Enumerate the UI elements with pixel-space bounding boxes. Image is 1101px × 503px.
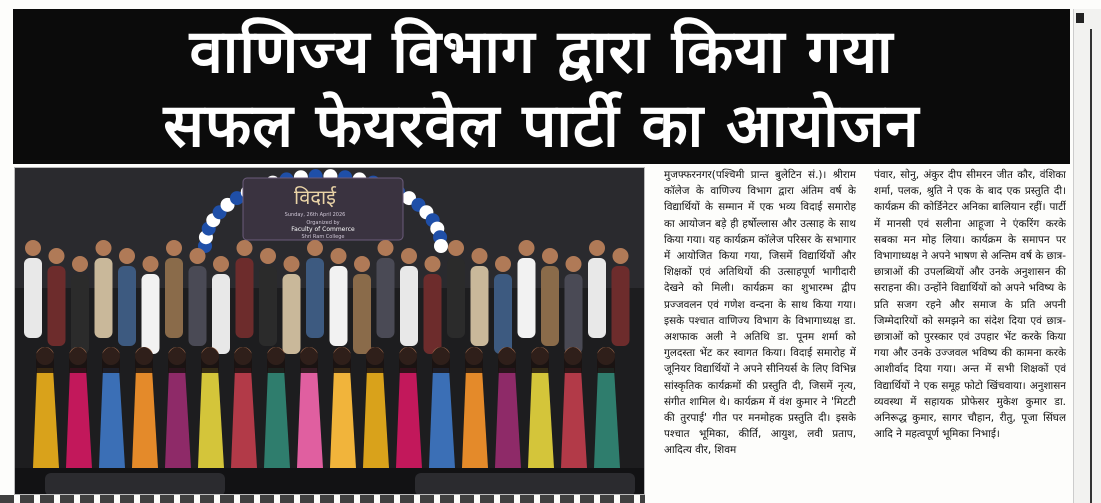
student-head xyxy=(307,240,323,256)
student-hair xyxy=(300,347,318,373)
banner-title: विदाई xyxy=(294,185,336,209)
student-head xyxy=(284,256,300,272)
student-head xyxy=(613,248,629,264)
student-standing xyxy=(71,274,89,354)
headline-line-1: वाणिज्य विभाग द्वारा किया गया xyxy=(189,17,894,87)
student-hair xyxy=(366,347,384,373)
edge-rule xyxy=(1090,29,1092,503)
seat-row-left xyxy=(45,473,225,495)
student-standing xyxy=(212,274,230,354)
article-column-2: पंवार, सोनु, अंकुर दीप सीमरन जीत कौर, वंशिका शर्मा, पलक, श्रुति ने एक के बाद एक प्रस्तुति दी। कार्यक्रम की कोर्डिनेटर अनिका बालियान रहीं। पार्टी में मानसी एवं सलीना आहूजा ने एंकरिंग करके सबका मन मोह लिया। कार्यक्रम के समापन पर विभागाध्यक्ष ने अपने भाषण से अन्तिम वर्ष के छात्र-छात्राओं की उपलब्धियों और उनके अनुशासन की सराहना की। उन्होंने विद्यार्थियों को अपने भविष्य के प्रति सजग रहने और समाज के प्रति अपनी जिम्मेदारियों को समझने का संदेश दिया एवं छात्र-छात्राओं को पुरस्कार एवं उपहार भेंट करके किया गया और उनके उज्जवल भविष्य की कामना करके आशीर्वाद दिया गया। अन्त में सभी शिक्षकों एवं विद्यार्थियों ने एक समूह फोटो खिंचवाया। अनुशासन व्यवस्था में सहायक प्रोफेसर मुकेश कुमार डा. अनिरूद्ध कुमार, सागर चौहान, रीतु, पूजा सिंघल आदि ने महत्वपूर्ण भूमिका निभाई। xyxy=(874,169,1066,441)
student-standing xyxy=(306,258,324,338)
student-standing xyxy=(24,258,42,338)
edge-mark xyxy=(1076,13,1084,23)
banner-college: Shri Ram College xyxy=(301,234,345,240)
student-head xyxy=(354,256,370,272)
student-standing xyxy=(565,274,583,354)
banner-organized-by: Organized by xyxy=(306,220,340,226)
student-standing xyxy=(283,274,301,354)
student-standing xyxy=(118,266,136,346)
group-photo xyxy=(14,167,645,495)
student-hair xyxy=(102,347,120,373)
banner-org-name: Faculty of Commerce xyxy=(291,226,355,233)
student-hair xyxy=(564,347,582,373)
student-head xyxy=(448,240,464,256)
student-head xyxy=(96,240,112,256)
headline-box xyxy=(13,9,1070,164)
student-head xyxy=(589,240,605,256)
student-standing xyxy=(95,258,113,338)
student-head xyxy=(519,240,535,256)
student-standing xyxy=(612,266,630,346)
student-hair xyxy=(168,347,186,373)
student-head xyxy=(425,256,441,272)
student-hair xyxy=(399,347,417,373)
student-standing xyxy=(471,266,489,346)
adjacent-page-edge xyxy=(1073,9,1101,503)
next-article-cutoff xyxy=(0,495,645,503)
student-head xyxy=(401,248,417,264)
student-hair xyxy=(234,347,252,373)
banner-date: Sunday, 26th April 2026 xyxy=(284,212,346,218)
student-hair xyxy=(465,347,483,373)
student-head xyxy=(213,256,229,272)
student-head xyxy=(190,248,206,264)
student-hair xyxy=(135,347,153,373)
student-head xyxy=(331,248,347,264)
student-standing xyxy=(48,266,66,346)
student-head xyxy=(49,248,65,264)
student-head xyxy=(119,248,135,264)
student-standing xyxy=(518,258,536,338)
student-head xyxy=(237,240,253,256)
article-column-1: मुजफ्फरनगर(पश्चिमी प्रान्त बुलेटिन सं.)। श्रीराम कॉलेज के वाणिज्य विभाग द्वारा अंतिम वर्ष के विद्यार्थियों के सम्मान में एक भव्य विदाई समारोह का आयोजन बड़े ही हर्षोल्लास और उत्साह के साथ किया गया। यह कार्यक्रम कॉलेज परिसर के सभागार में आयोजित किया गया, जिसमें विद्यार्थियों और शिक्षकों एवं अतिथियों की उत्साहपूर्ण भागीदारी देखने को मिली। कार्यक्रम का शुभारम्भ द्वीप प्रज्जवलन एवं गणेश वन्दना के साथ किया गया। इसके पश्चात वाणिज्य विभाग के विभागाध्यक्ष डा. अशफाक अली ने अतिथि डा. पूनम शर्मा को गुलदस्ता भेंट कर स्वागत किया। विदाई समारोह में जूनियर विद्यार्थियों ने अपने सीनियर्स के लिए विभिन्न सांस्कृतिक कार्यक्रमों की प्रस्तुति दी, जिसमें नृत्य, संगीत शामिल थे। कार्यक्रम में वंश कुमार ने 'मिटटी की तुरपाई' गीत पर मनमोहक प्रस्तुति दी। इसके पश्चात भूमिका, कीर्ति, आयुश, लवी प्रताप, आदित्य वीर, शिवम xyxy=(664,169,856,457)
student-standing xyxy=(189,266,207,346)
student-standing xyxy=(165,258,183,338)
student-standing xyxy=(330,266,348,346)
student-hair xyxy=(531,347,549,373)
seat-row-right xyxy=(415,473,635,495)
student-hair xyxy=(498,347,516,373)
student-standing xyxy=(424,274,442,354)
student-head xyxy=(378,240,394,256)
student-hair xyxy=(69,347,87,373)
student-head xyxy=(166,240,182,256)
student-head xyxy=(72,256,88,272)
student-standing xyxy=(377,258,395,338)
student-hair xyxy=(36,347,54,373)
student-standing xyxy=(447,258,465,338)
student-standing xyxy=(142,274,160,354)
student-head xyxy=(495,256,511,272)
student-head xyxy=(542,248,558,264)
group-photo-illustration xyxy=(15,168,645,495)
student-hair xyxy=(201,347,219,373)
student-hair xyxy=(333,347,351,373)
student-standing xyxy=(236,258,254,338)
headline-line-2: सफल फेयरवेल पार्टी का आयोजन xyxy=(163,91,920,161)
student-head xyxy=(260,248,276,264)
student-hair xyxy=(597,347,615,373)
student-standing xyxy=(353,274,371,354)
student-standing xyxy=(588,258,606,338)
student-hair xyxy=(432,347,450,373)
student-hair xyxy=(267,347,285,373)
student-standing xyxy=(494,274,512,354)
balloon xyxy=(434,239,448,253)
student-head xyxy=(25,240,41,256)
student-head xyxy=(566,256,582,272)
student-standing xyxy=(400,266,418,346)
student-standing xyxy=(541,266,559,346)
student-head xyxy=(143,256,159,272)
student-standing xyxy=(259,266,277,346)
student-head xyxy=(472,248,488,264)
